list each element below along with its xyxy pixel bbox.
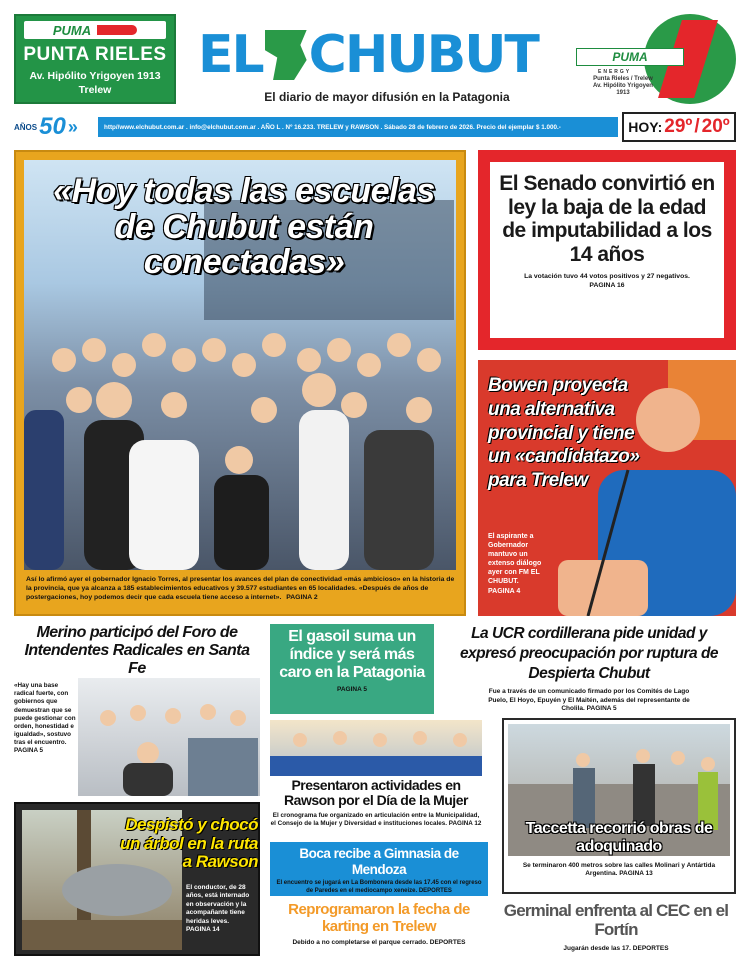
main-story-page: PAGINA 2 [286, 593, 318, 601]
left-ad-name: PUNTA RIELES [23, 44, 167, 65]
left-ad-address: Av. Hipólito Yrigoyen 1913 [29, 70, 161, 82]
right-ad-line1: Punta Rieles / Trelew [593, 76, 653, 82]
main-story-headline: «Hoy todas las escuelas de Chubut están conectadas» [53, 172, 435, 282]
boca-story[interactable] [270, 842, 488, 896]
despisto-headline: Despistó y chocó un árbol en la ruta a Rawson [120, 815, 258, 872]
merino-photo [78, 678, 260, 796]
logo-el: EL [198, 25, 263, 85]
weather-sep: / [694, 116, 700, 137]
weather-max: 29º [664, 116, 693, 137]
weather-label: HOY: [628, 119, 663, 135]
gasoil-headline: El gasoil suma un índice y será más caro en la Patagonia [279, 628, 425, 681]
right-ad-sub: ENERGY [598, 69, 632, 75]
right-ad-line3: 1913 [616, 90, 630, 97]
ucr-sub: Fue a través de un comunicado firmado por los Comités de Lago Puelo, El Hoyo, Epuyén y El Maitén, además del representante de Cholila. [488, 688, 690, 713]
karting-story[interactable] [270, 902, 488, 958]
taccetta-headline: Taccetta recorrió obras de adoquinado [525, 820, 713, 855]
taccetta-story[interactable] [502, 718, 736, 894]
ucr-page: PAGINA 5 [586, 705, 617, 713]
boca-sub: El encuentro se jugará en La Bombonera desde las 17.45 con el regreso de Paredes en el mediocampo xeneize. [276, 880, 482, 894]
chubut-map-icon [265, 30, 307, 80]
merino-story[interactable] [14, 624, 260, 796]
ucr-headline: La UCR cordillerana pide unidad y expresó preocupación por ruptura de Despierta Chubut [459, 625, 719, 683]
germinal-headline: Germinal enfrenta al CEC en el Fortín [503, 901, 729, 939]
mujer-headline: Presentaron actividades en Rawson por el Día de la Mujer [284, 777, 468, 809]
ucr-story[interactable] [442, 624, 736, 716]
years-label: AÑOS [14, 122, 38, 132]
gasoil-page: PAGINA 5 [337, 685, 367, 693]
left-ad-city: Trelew [78, 84, 112, 96]
taccetta-page: PAGINA 13 [619, 870, 653, 878]
germinal-page: DEPORTES [632, 945, 669, 953]
main-story-caption [26, 576, 456, 602]
years-number: 50 [39, 113, 66, 140]
senado-headline: El Senado convirtió en ley la baja de la edad de imputabilidad a los 14 años [499, 172, 715, 267]
mujer-sub: El cronograma fue organizado en articulación entre la Municipalidad, el Consejo de la Mujer y Diversidad e instituciones locales. [270, 812, 480, 828]
bowen-page: PAGINA 4 [488, 587, 521, 595]
chevron-right-icon: » [67, 116, 78, 137]
weather-min: 20º [701, 116, 730, 137]
right-ad-banner [576, 14, 736, 106]
senado-sub: La votación tuvo 44 votos positivos y 27 negativos. [524, 272, 690, 280]
germinal-sub: Jugarán desde las 17. [563, 945, 631, 953]
merino-quote: «Hay una base radical fuerte, con gobiernos que demuestran que se puede gestionar con orden, honestidad e igualdad», sostuvo tras el encuentro. [14, 682, 76, 747]
boca-headline: Boca recibe a Gimnasia de Mendoza [299, 846, 459, 877]
senado-story[interactable] [478, 150, 736, 350]
karting-headline: Reprogramaron la fecha de karting en Trelew [288, 901, 470, 935]
weather-box [622, 112, 736, 142]
edition-info: http//www.elchubut.com.ar . info@elchubut.com.ar . AÑO L . Nº 16.233. TRELEW y RAWSON . Sábado 28 de febrero de 2026. Precio del ejemplar $ 1.000.- [104, 123, 561, 131]
despisto-sub: El conductor, de 28 años, está internado en observación y la acompañante tiene heridas leves. [186, 884, 250, 925]
merino-page: PAGINA 5 [14, 747, 44, 755]
bowen-headline: Bowen proyecta una alternativa provincial y tiene un «candidatazo» para Trelew [488, 375, 640, 491]
tagline: El diario de mayor difusión en la Patagonia [264, 90, 510, 104]
newspaper-logo [198, 22, 550, 88]
gasoil-story[interactable] [270, 624, 434, 714]
logo-chubut: CHUBUT [308, 25, 538, 85]
karting-page: DEPORTES [429, 939, 466, 946]
despisto-page: PAGINA 14 [186, 926, 220, 934]
anniversary-badge [14, 114, 96, 140]
bowen-sub: El aspirante a Gobernador mantuvo un extenso diálogo ayer con FM EL CHUBUT. [488, 533, 542, 586]
main-story[interactable] [14, 150, 466, 616]
right-ad-line2: Av. Hipólito Yrigoyen [593, 83, 653, 90]
mujer-story[interactable] [270, 720, 482, 836]
right-ad-brand: PUMA [612, 50, 648, 64]
info-strip [14, 112, 736, 142]
germinal-story[interactable] [496, 902, 736, 958]
bowen-sub-block [488, 532, 552, 596]
puma-cat-icon [97, 25, 137, 35]
karting-sub: Debido a no completarse el parque cerrado. [292, 939, 428, 946]
taccetta-sub: Se terminaron 400 metros sobre las calles Molinari y Antártida Argentina. [522, 862, 716, 878]
boca-page: DEPORTES [418, 887, 452, 894]
despisto-story[interactable] [14, 802, 260, 956]
puma-brand: PUMA [52, 22, 92, 38]
senado-page: PAGINA 16 [589, 281, 625, 289]
mujer-page: PAGINA 12 [448, 820, 482, 828]
main-story-caption-text: Así lo afirmó ayer el gobernador Ignacio Torres, al presentar los avances del plan de conectividad «más ambicioso» en la historia de la provincia, que ya alcanza a 185 establecimientos educativos y 39.577 estudiantes en 65 localidades. «Después de años de postergaciones, hoy podemos decir que cada escuela tiene acceso a internet». [26, 576, 455, 601]
mujer-photo [270, 720, 482, 776]
left-ad-banner [14, 14, 176, 104]
bowen-story[interactable] [478, 360, 736, 616]
merino-headline: Merino participó del Foro de Intendentes Radicales en Santa Fe [24, 624, 250, 677]
